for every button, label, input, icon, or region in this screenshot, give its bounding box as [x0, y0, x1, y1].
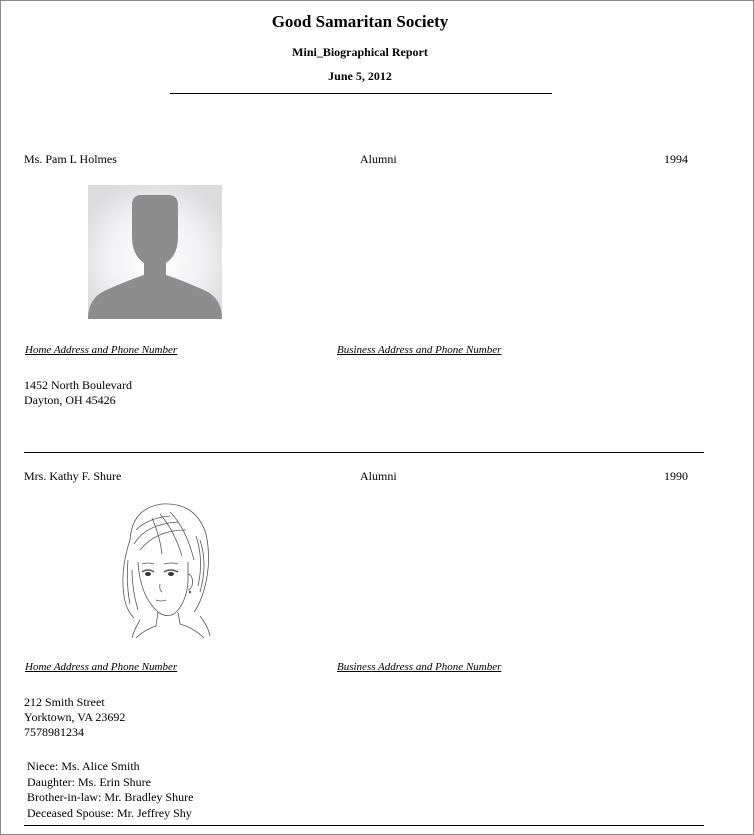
address-line: 212 Smith Street: [24, 695, 105, 709]
sketch-portrait-icon: [100, 500, 220, 640]
relation-item: Daughter: Ms. Erin Shure: [27, 774, 151, 789]
address-line: 1452 North Boulevard: [24, 378, 132, 392]
record-divider: [24, 825, 704, 826]
report-subtitle: Mini_Biographical Report: [292, 45, 428, 59]
home-address-heading: Home Address and Phone Number: [25, 661, 178, 673]
home-address-heading: Home Address and Phone Number: [25, 344, 178, 356]
home-address: [24, 695, 125, 740]
record-name: Ms. Pam L Holmes: [24, 152, 117, 166]
business-address-heading: Business Address and Phone Number: [337, 661, 502, 673]
home-address: [24, 378, 132, 408]
report-date: June 5, 2012: [328, 69, 392, 83]
address-line: Yorktown, VA 23692: [24, 710, 126, 724]
record-year: 1990: [664, 469, 688, 483]
record-year: 1994: [664, 152, 688, 166]
header-divider: [170, 93, 552, 94]
relation-item: Deceased Spouse: Mr. Jeffrey Shy: [27, 805, 192, 820]
silhouette-placeholder-icon: [88, 185, 222, 319]
record-category: Alumni: [360, 152, 397, 166]
record-category: Alumni: [360, 469, 397, 483]
record-name: Mrs. Kathy F. Shure: [24, 469, 122, 483]
address-line: Dayton, OH 45426: [24, 393, 116, 407]
relation-item: Brother-in-law: Mr. Bradley Shure: [27, 790, 194, 804]
relation-item: Niece: Ms. Alice Smith: [27, 759, 140, 773]
relations-list: [27, 759, 193, 821]
phone-number: 7578981234: [24, 725, 84, 739]
report-title: Good Samaritan Society: [271, 12, 449, 31]
record-divider: [24, 452, 704, 453]
business-address-heading: Business Address and Phone Number: [337, 344, 502, 356]
